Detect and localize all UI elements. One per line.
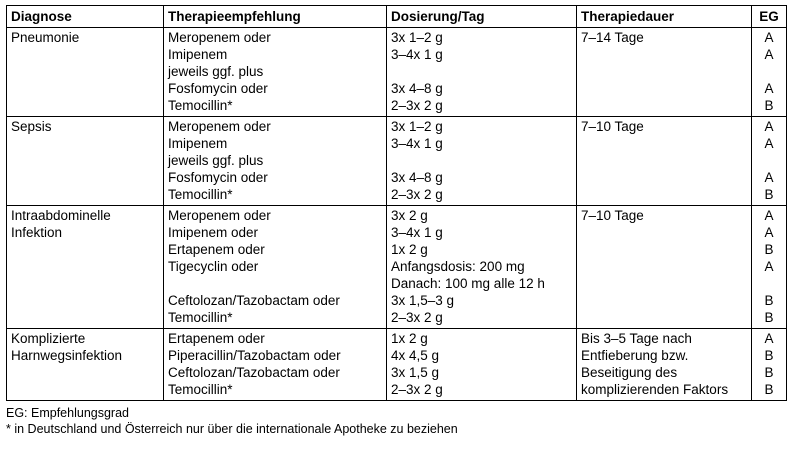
therapie-line: Ceftolozan/Tazobactam oder: [168, 293, 340, 308]
dosierung-line: 1x 2 g: [391, 242, 428, 257]
therapie-line: Imipenem: [168, 47, 228, 62]
diagnose-cell: [7, 117, 164, 206]
diagnose-cell: [7, 28, 164, 117]
dosierung-cell: [387, 329, 577, 401]
dosierung-line: [391, 152, 572, 169]
eg-cell: [752, 28, 787, 117]
dosierung-line: 3x 2 g: [391, 208, 428, 223]
table-row: [7, 329, 787, 401]
dosierung-line: 2–3x 2 g: [391, 310, 443, 325]
therapie-line: Ertapenem oder: [168, 242, 265, 257]
eg-cell: [752, 206, 787, 329]
dauer-cell: [577, 117, 752, 206]
dosierung-line: Danach: 100 mg alle 12 h: [391, 276, 545, 291]
therapie-line: Imipenem oder: [168, 225, 259, 240]
diagnose-line: Komplizierte: [11, 331, 86, 346]
therapie-line: Piperacillin/Tazobactam oder: [168, 348, 341, 363]
header-therapiedauer: Therapiedauer: [577, 6, 752, 28]
therapie-line: Meropenem oder: [168, 208, 271, 223]
dosierung-line: 3x 1,5 g: [391, 365, 440, 380]
eg-line: A: [764, 259, 774, 274]
dosierung-line: 3–4x 1 g: [391, 136, 443, 151]
dosierung-line: 3–4x 1 g: [391, 47, 443, 62]
footnotes: [6, 405, 786, 437]
eg-line: A: [764, 136, 774, 151]
therapie-line: Temocillin*: [168, 98, 233, 113]
dosierung-cell: [387, 206, 577, 329]
header-dosierung: Dosierung/Tag: [387, 6, 577, 28]
diagnose-line: Pneumonie: [11, 30, 80, 45]
header-row: [7, 6, 787, 28]
eg-line: B: [764, 242, 774, 257]
dosierung-cell: [387, 28, 577, 117]
dauer-line: 7–10 Tage: [581, 119, 644, 134]
therapie-line: jeweils ggf. plus: [168, 153, 264, 168]
therapie-line: Temocillin*: [168, 310, 233, 325]
eg-line: A: [764, 208, 774, 223]
eg-line: [756, 152, 782, 169]
eg-cell: [752, 329, 787, 401]
eg-line: A: [764, 47, 774, 62]
header-diagnose: Diagnose: [7, 6, 164, 28]
dosierung-line: 2–3x 2 g: [391, 187, 443, 202]
eg-line: [756, 63, 782, 80]
dauer-line: Entfieberung bzw.: [581, 348, 689, 363]
footnote-asterisk: * in Deutschland und Österreich nur über die internationale Apotheke zu beziehen: [6, 422, 458, 436]
therapie-line: Tigecyclin oder: [168, 259, 259, 274]
eg-line: A: [764, 30, 774, 45]
document: [6, 5, 786, 437]
eg-cell: [752, 117, 787, 206]
table-row: [7, 117, 787, 206]
dosierung-line: 3x 4–8 g: [391, 81, 443, 96]
header-therapieempfehlung: Therapieempfehlung: [164, 6, 387, 28]
dosierung-cell: [387, 117, 577, 206]
diagnose-line: Sepsis: [11, 119, 52, 134]
diagnose-line: Harnwegsinfektion: [11, 348, 123, 363]
eg-line: B: [764, 348, 774, 363]
therapie-line: jeweils ggf. plus: [168, 64, 264, 79]
dauer-line: Beseitigung des: [581, 365, 678, 380]
therapie-line: Fosfomycin oder: [168, 81, 268, 96]
dosierung-line: 3x 1–2 g: [391, 30, 443, 45]
dauer-line: Bis 3–5 Tage nach: [581, 331, 692, 346]
eg-line: B: [764, 293, 774, 308]
dosierung-line: 3x 4–8 g: [391, 170, 443, 185]
diagnose-cell: [7, 206, 164, 329]
footnote-eg: EG: Empfehlungsgrad: [6, 406, 129, 420]
eg-line: A: [764, 119, 774, 134]
therapie-line: Imipenem: [168, 136, 228, 151]
therapie-line: Meropenem oder: [168, 30, 271, 45]
therapie-line: Fosfomycin oder: [168, 170, 268, 185]
dauer-cell: [577, 329, 752, 401]
eg-line: B: [764, 187, 774, 202]
eg-line: A: [764, 170, 774, 185]
therapie-line: Temocillin*: [168, 382, 233, 397]
table-row: [7, 206, 787, 329]
eg-line: A: [764, 81, 774, 96]
dosierung-line: Anfangsdosis: 200 mg: [391, 259, 525, 274]
eg-line: A: [764, 225, 774, 240]
diagnose-line: Intraabdominelle: [11, 208, 111, 223]
dauer-line: komplizierenden Faktors: [581, 382, 729, 397]
dosierung-line: 2–3x 2 g: [391, 98, 443, 113]
eg-line: B: [764, 382, 774, 397]
dosierung-line: 1x 2 g: [391, 331, 428, 346]
dosierung-line: 3x 1–2 g: [391, 119, 443, 134]
eg-line: B: [764, 98, 774, 113]
dosierung-line: 2–3x 2 g: [391, 382, 443, 397]
therapie-line: Meropenem oder: [168, 119, 271, 134]
therapy-table: [6, 5, 787, 401]
header-eg: EG: [752, 6, 787, 28]
eg-line: B: [764, 365, 774, 380]
eg-line: [756, 275, 782, 292]
table-row: [7, 28, 787, 117]
dauer-line: 7–14 Tage: [581, 30, 644, 45]
therapie-cell: [164, 117, 387, 206]
dosierung-line: 3x 1,5–3 g: [391, 293, 455, 308]
therapie-cell: [164, 28, 387, 117]
therapie-line: Ceftolozan/Tazobactam oder: [168, 365, 340, 380]
eg-line: B: [764, 310, 774, 325]
dauer-cell: [577, 28, 752, 117]
diagnose-cell: [7, 329, 164, 401]
therapie-line: [168, 275, 382, 292]
diagnose-line: Infektion: [11, 225, 63, 240]
therapie-line: Ertapenem oder: [168, 331, 265, 346]
dosierung-line: 4x 4,5 g: [391, 348, 440, 363]
therapie-cell: [164, 206, 387, 329]
therapie-cell: [164, 329, 387, 401]
therapie-line: Temocillin*: [168, 187, 233, 202]
dauer-line: 7–10 Tage: [581, 208, 644, 223]
dosierung-line: 3–4x 1 g: [391, 225, 443, 240]
eg-line: A: [764, 331, 774, 346]
dosierung-line: [391, 63, 572, 80]
dauer-cell: [577, 206, 752, 329]
